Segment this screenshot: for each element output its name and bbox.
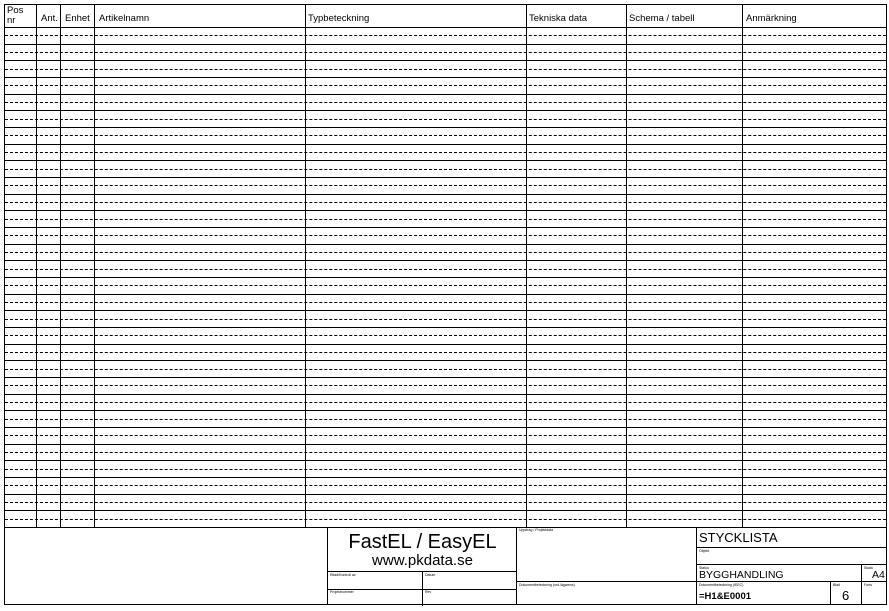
table-row-divider (5, 319, 886, 320)
column-divider (60, 5, 61, 527)
dokument-ieec-label: Dokumentbeteckning (IEEC) (699, 583, 744, 587)
size-value: A4 (872, 569, 885, 581)
table-row-line (5, 60, 886, 61)
table-row-line (5, 494, 886, 495)
table-row-line (5, 327, 886, 328)
col-header-tekniska-data: Tekniska data (529, 13, 588, 24)
table-row-line (5, 310, 886, 311)
table-row-line (5, 277, 886, 278)
table-row-divider (5, 269, 886, 270)
table-row-divider (5, 402, 886, 403)
company-website: www.pkdata.se (372, 552, 473, 569)
table-row-divider (5, 219, 886, 220)
uppdrag-label: Uppdrag / Projektdata (519, 528, 554, 532)
table-row-line (5, 360, 886, 361)
table-row-divider (5, 102, 886, 103)
dokumentbeteckning-label: Dokumentbeteckning (ord./ägarens) (519, 583, 575, 587)
table-row-line (5, 77, 886, 78)
field-divider (328, 589, 517, 590)
table-row-divider (5, 252, 886, 253)
table-row-divider (5, 485, 886, 486)
header-separator (5, 27, 886, 28)
table-row-divider (5, 369, 886, 370)
table-row-divider (5, 385, 886, 386)
table-row-line (5, 227, 886, 228)
table-row-line (5, 210, 886, 211)
table-row-line (5, 427, 886, 428)
table-row-divider (5, 435, 886, 436)
rev-label: Rev (425, 590, 432, 594)
company-name: FastEL / EasyEL (348, 531, 497, 553)
col-header-anmarkning: Anmärkning (746, 13, 797, 24)
field-divider (697, 581, 887, 582)
objekt-label: Objekt (699, 549, 710, 553)
table-row-divider (5, 419, 886, 420)
table-row-divider (5, 235, 886, 236)
table-row-divider (5, 285, 886, 286)
table-row-divider (5, 119, 886, 120)
table-row-divider (5, 519, 886, 520)
table-row-divider (5, 502, 886, 503)
col-header-pos-nr (7, 6, 23, 26)
table-row-line (5, 477, 886, 478)
forts-label: Forts (864, 583, 872, 587)
column-divider (626, 5, 627, 527)
column-divider (742, 5, 743, 527)
table-row-line (5, 260, 886, 261)
table-row-line (5, 110, 886, 111)
table-row-divider (5, 169, 886, 170)
table-row-line (5, 377, 886, 378)
table-row-line (5, 144, 886, 145)
document-info-box (696, 527, 886, 605)
field-divider (697, 547, 887, 548)
table-row-divider (5, 185, 886, 186)
table-row-divider (5, 85, 886, 86)
field-divider (517, 581, 697, 582)
table-row-line (5, 160, 886, 161)
col-header-schema-tabell: Schema / tabell (629, 13, 695, 24)
table-row-line (5, 177, 886, 178)
parts-list-sheet (4, 4, 887, 605)
table-row-line (5, 410, 886, 411)
table-row-line (5, 44, 886, 45)
field-divider (861, 564, 862, 581)
table-row-line (5, 394, 886, 395)
status-label: Status (699, 566, 709, 570)
sheet-number: 6 (842, 588, 850, 603)
col-header-ant: Ant. (41, 13, 58, 24)
field-divider (830, 581, 831, 605)
column-divider (94, 5, 95, 527)
table-row-divider (5, 69, 886, 70)
col-header-typbeteckning: Typbeteckning (308, 13, 370, 24)
table-row-divider (5, 352, 886, 353)
table-row-line (5, 127, 886, 128)
ritad-label: Ritad/Kontroll av (330, 573, 356, 577)
table-row-line (5, 244, 886, 245)
col-header-pos-line1: Pos (7, 5, 24, 16)
project-box (516, 527, 696, 605)
table-row-divider (5, 335, 886, 336)
table-row-line (5, 294, 886, 295)
table-row-line (5, 344, 886, 345)
table-row-divider (5, 152, 886, 153)
project-fields (328, 571, 517, 605)
table-row-divider (5, 135, 886, 136)
document-id: =H1&E0001 (699, 591, 752, 602)
table-row-divider (5, 52, 886, 53)
table-row-divider (5, 35, 886, 36)
column-divider (305, 5, 306, 527)
skala-label: Skala (864, 566, 873, 570)
column-divider (36, 5, 37, 527)
projektnummer-label: Projektnummer (330, 590, 354, 594)
blad-label: Blad (833, 583, 841, 587)
table-row-divider (5, 452, 886, 453)
table-row-divider (5, 469, 886, 470)
status-value: BYGGHANDLING (699, 569, 784, 581)
col-header-artikelnamn: Artikelnamn (99, 13, 150, 24)
col-header-pos-line2: nr (7, 15, 16, 26)
field-divider (861, 581, 862, 605)
datum-label: Datum (425, 573, 436, 577)
table-row-divider (5, 302, 886, 303)
col-header-enhet: Enhet (65, 13, 90, 24)
company-box (327, 527, 516, 605)
document-title: STYCKLISTA (699, 530, 778, 545)
table-row-line (5, 510, 886, 511)
column-divider (526, 5, 527, 527)
field-divider (697, 564, 887, 565)
table-row-line (5, 194, 886, 195)
table-row-divider (5, 202, 886, 203)
table-row-line (5, 94, 886, 95)
table-row-line (5, 444, 886, 445)
table-row-line (5, 460, 886, 461)
